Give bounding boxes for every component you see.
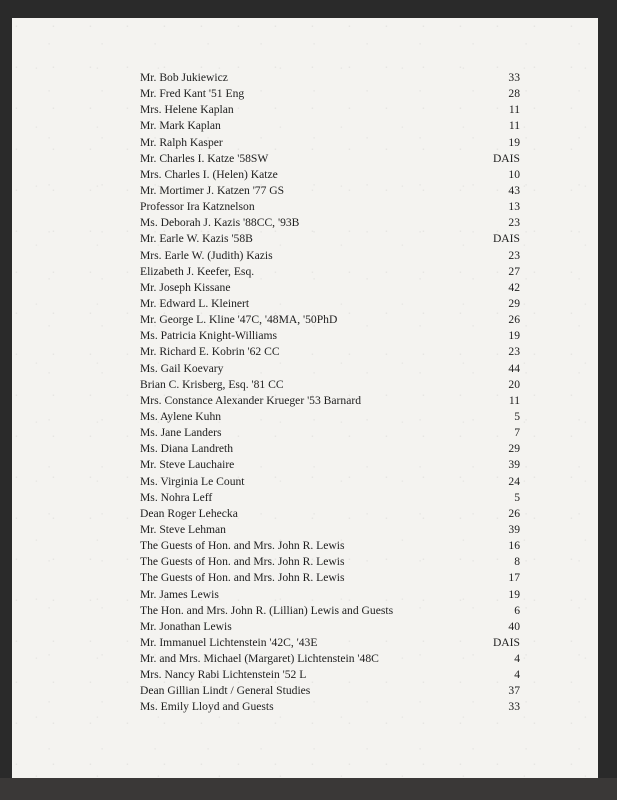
table-number: DAIS [492, 232, 520, 246]
guest-name: Mr. Mark Kaplan [140, 119, 221, 133]
scan-border [0, 778, 617, 800]
guest-name: The Guests of Hon. and Mrs. John R. Lewis [140, 571, 345, 585]
guest-name: Mrs. Helene Kaplan [140, 103, 234, 117]
guest-name: Ms. Jane Landers [140, 426, 222, 440]
table-number: 39 [508, 458, 520, 472]
list-item [140, 231, 520, 247]
table-number: 29 [508, 296, 520, 310]
table-number: DAIS [492, 635, 520, 649]
guest-name: Mr. Bob Jukiewicz [140, 71, 228, 84]
list-item [140, 651, 520, 667]
table-number: 23 [508, 345, 520, 359]
guest-name: Professor Ira Katznelson [140, 200, 255, 214]
guest-name: Mr. Ralph Kasper [140, 135, 223, 149]
table-number: 33 [508, 71, 520, 84]
guest-name: Dean Gillian Lindt / General Studies [140, 684, 311, 698]
guest-name: Mr. Jonathan Lewis [140, 619, 232, 633]
list-item [140, 215, 520, 231]
list-item [140, 248, 520, 264]
guest-name: Mr. Steve Lehman [140, 522, 226, 536]
table-number: 19 [508, 329, 520, 343]
table-number: 39 [508, 522, 520, 536]
list-item [140, 554, 520, 570]
document-page [12, 18, 598, 778]
list-item [140, 587, 520, 603]
list-item [140, 167, 520, 183]
guest-name: Mr. Fred Kant '51 Eng [140, 87, 245, 101]
table-number: 19 [508, 587, 520, 601]
list-item [140, 280, 520, 296]
guest-name: Brian C. Krisberg, Esq. '81 CC [140, 377, 284, 391]
list-item [140, 296, 520, 312]
guest-name: Ms. Deborah J. Kazis '88CC, '93B [140, 216, 300, 230]
list-item [140, 506, 520, 522]
table-number: 7 [514, 426, 520, 440]
guest-name: Ms. Aylene Kuhn [140, 409, 222, 423]
table-number: 16 [508, 539, 520, 553]
table-number: 11 [508, 393, 520, 407]
list-item [140, 70, 520, 86]
table-number: 11 [508, 119, 520, 133]
guest-name: Ms. Emily Lloyd and Guests [140, 700, 274, 714]
list-item [140, 102, 520, 118]
table-number: 42 [508, 280, 520, 294]
guest-name: Mrs. Earle W. (Judith) Kazis [140, 248, 273, 262]
table-number: 33 [508, 700, 520, 714]
table-number: 4 [514, 668, 520, 682]
list-item [140, 135, 520, 151]
guest-seating-list [140, 70, 520, 716]
table-number: 19 [508, 135, 520, 149]
list-item [140, 603, 520, 619]
table-number: 11 [508, 103, 520, 117]
guest-name: Mrs. Constance Alexander Krueger '53 Barnard [140, 393, 362, 407]
list-item [140, 344, 520, 360]
list-item [140, 522, 520, 538]
list-item [140, 699, 520, 715]
list-item [140, 635, 520, 651]
list-item [140, 151, 520, 167]
table-number: 26 [508, 313, 520, 327]
table-number: 17 [508, 571, 520, 585]
guest-name: Ms. Diana Landreth [140, 442, 234, 456]
list-item [140, 474, 520, 490]
guest-name: The Hon. and Mrs. John R. (Lillian) Lewis and Guests [140, 603, 394, 617]
list-item [140, 183, 520, 199]
list-item [140, 425, 520, 441]
guest-name: Mr. Charles I. Katze '58SW [140, 151, 269, 165]
table-number: 23 [508, 216, 520, 230]
table-number: 23 [508, 248, 520, 262]
table-number: 28 [508, 87, 520, 101]
list-item [140, 683, 520, 699]
guest-name: Mr. James Lewis [140, 587, 219, 601]
guest-name: Mr. Steve Lauchaire [140, 458, 235, 472]
list-item [140, 328, 520, 344]
guest-name: Ms. Gail Koevary [140, 361, 224, 375]
list-item [140, 409, 520, 425]
table-number: 6 [514, 603, 520, 617]
table-number: 29 [508, 442, 520, 456]
table-number: 40 [508, 619, 520, 633]
list-item [140, 361, 520, 377]
guest-name: Mr. Immanuel Lichtenstein '42C, '43E [140, 635, 318, 649]
table-number: 24 [508, 474, 520, 488]
list-item [140, 457, 520, 473]
table-number: 44 [508, 361, 520, 375]
table-number: 37 [508, 684, 520, 698]
table-number: 4 [514, 652, 520, 666]
list-item [140, 312, 520, 328]
guest-name: Dean Roger Lehecka [140, 506, 238, 520]
table-number: 26 [508, 506, 520, 520]
table-number: 8 [514, 555, 520, 569]
list-item [140, 377, 520, 393]
list-item [140, 570, 520, 586]
guest-name: Mr. Mortimer J. Katzen '77 GS [140, 183, 285, 197]
list-item [140, 86, 520, 102]
table-number: 10 [508, 167, 520, 181]
table-number: DAIS [492, 151, 520, 165]
list-item [140, 199, 520, 215]
guest-name: Mrs. Nancy Rabi Lichtenstein '52 L [140, 668, 307, 682]
list-item [140, 118, 520, 134]
list-item [140, 538, 520, 554]
guest-name: Mr. Edward L. Kleinert [140, 296, 250, 310]
guest-name: Mr. Richard E. Kobrin '62 CC [140, 345, 280, 359]
list-item [140, 393, 520, 409]
guest-name: Mr. Joseph Kissane [140, 280, 231, 294]
table-number: 13 [508, 200, 520, 214]
table-number: 27 [508, 264, 520, 278]
table-number: 5 [514, 490, 520, 504]
list-item [140, 264, 520, 280]
guest-name: Mr. Earle W. Kazis '58B [140, 232, 253, 246]
table-number: 5 [514, 409, 520, 423]
guest-name: The Guests of Hon. and Mrs. John R. Lewis [140, 539, 345, 553]
guest-name: Ms. Patricia Knight-Williams [140, 329, 278, 343]
list-item [140, 619, 520, 635]
guest-name: Mr. George L. Kline '47C, '48MA, '50PhD [140, 313, 338, 327]
guest-name: Mrs. Charles I. (Helen) Katze [140, 167, 278, 181]
table-number: 43 [508, 183, 520, 197]
table-number: 20 [508, 377, 520, 391]
list-item [140, 441, 520, 457]
guest-name: Elizabeth J. Keefer, Esq. [140, 264, 255, 278]
guest-name: Ms. Nohra Leff [140, 490, 213, 504]
guest-name: The Guests of Hon. and Mrs. John R. Lewis [140, 555, 345, 569]
list-item [140, 490, 520, 506]
list-item [140, 667, 520, 683]
guest-name: Mr. and Mrs. Michael (Margaret) Lichtenstein '48C [140, 652, 379, 666]
guest-name: Ms. Virginia Le Count [140, 474, 245, 488]
